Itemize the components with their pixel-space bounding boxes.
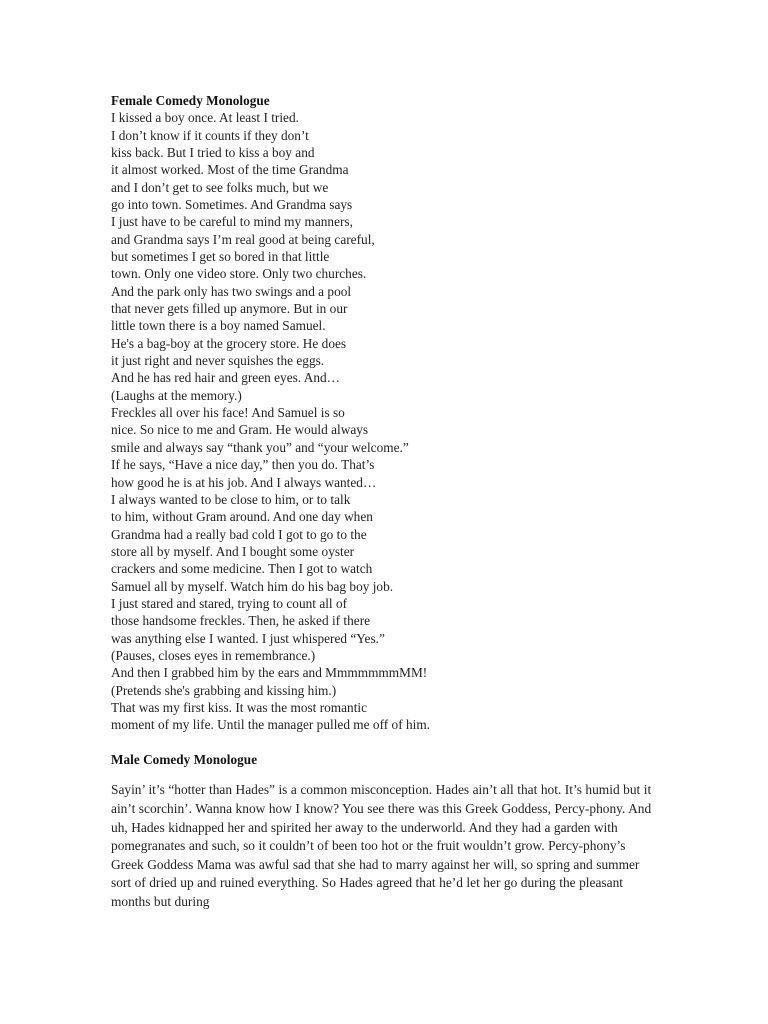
monologue-line: I just stared and stared, trying to count all of	[111, 595, 348, 611]
heading-female-comedy-monologue: Female Comedy Monologue	[111, 93, 270, 108]
monologue-line: and Grandma says I’m real good at being careful,	[111, 231, 375, 247]
monologue-line: kiss back. But I tried to kiss a boy and	[111, 144, 315, 160]
monologue-line: but sometimes I get so bored in that little	[111, 249, 330, 265]
monologue-line: it just right and never squishes the eggs.	[111, 353, 325, 369]
monologue-line: Grandma had a really bad cold I got to go to the	[111, 526, 367, 542]
monologue-stage-direction: (Pauses, closes eyes in remembrance.)	[111, 647, 316, 663]
monologue-line: I don’t know if it counts if they don’t	[111, 127, 309, 143]
section-male-comedy-monologue	[111, 751, 671, 912]
monologue-line: If he says, “Have a nice day,” then you do. That’s	[111, 457, 375, 473]
document-body	[111, 92, 671, 925]
monologue-line: those handsome freckles. Then, he asked if there	[111, 613, 371, 629]
monologue-line: crackers and some medicine. Then I got to watch	[111, 561, 373, 577]
monologue-line: And he has red hair and green eyes. And…	[111, 370, 340, 386]
monologue-line: it almost worked. Most of the time Grandma	[111, 162, 349, 178]
monologue-line: smile and always say “thank you” and “your welcome.”	[111, 439, 409, 455]
monologue-line: nice. So nice to me and Gram. He would always	[111, 422, 369, 438]
monologue-line: to him, without Gram around. And one day when	[111, 509, 373, 525]
monologue-line: I just have to be careful to mind my manners,	[111, 214, 353, 230]
monologue-line: go into town. Sometimes. And Grandma says	[111, 197, 353, 213]
monologue-line: town. Only one video store. Only two churches.	[111, 266, 367, 282]
monologue-line: and I don’t get to see folks much, but we	[111, 179, 329, 195]
monologue-line: was anything else I wanted. I just whispered “Yes.”	[111, 630, 385, 646]
monologue-line: And then I grabbed him by the ears and MmmmmmmMM!	[111, 665, 428, 681]
monologue-line: moment of my life. Until the manager pulled me off of him.	[111, 717, 431, 733]
monologue-line: And the park only has two swings and a pool	[111, 283, 352, 299]
monologue-line: that never gets filled up anymore. But in our	[111, 301, 348, 317]
monologue-text-female	[111, 109, 511, 733]
heading-male-comedy-monologue: Male Comedy Monologue	[111, 751, 258, 767]
monologue-line: I kissed a boy once. At least I tried.	[111, 110, 299, 126]
monologue-line: Samuel all by myself. Watch him do his bag boy job.	[111, 578, 394, 594]
section-female-comedy-monologue	[111, 92, 671, 734]
monologue-line: He's a bag-boy at the grocery store. He does	[111, 335, 347, 351]
monologue-line: how good he is at his job. And I always wanted…	[111, 474, 377, 490]
monologue-line: That was my first kiss. It was the most romantic	[111, 699, 368, 715]
monologue-stage-direction: (Laughs at the memory.)	[111, 387, 242, 403]
monologue-stage-direction: (Pretends she's grabbing and kissing him.)	[111, 682, 337, 698]
monologue-line: Freckles all over his face! And Samuel is so	[111, 405, 345, 421]
monologue-line: store all by myself. And I bought some oyster	[111, 543, 355, 559]
monologue-line: little town there is a boy named Samuel.	[111, 318, 326, 334]
monologue-text-male: Sayin’ it’s “hotter than Hades” is a common misconception. Hades ain’t all that hot. It’s humid but it ain’t scorchin’. Wanna know how I know? You see there was this Greek Goddess, Percy-phony. And uh, Hades kidnapped her and spirited her away to the underworld. And they had a garden with pomegranates and such, so it couldn’t of been too hot or the fruit wouldn’t grow. Percy-phony’s Greek Goddess Mama was awful sad that she had to marry against her will, so spring and summer sort of dried up and ruined everything. So Hades agreed that he’d let her go during the pleasant months but during	[111, 782, 652, 909]
monologue-line: I always wanted to be close to him, or to talk	[111, 491, 351, 507]
